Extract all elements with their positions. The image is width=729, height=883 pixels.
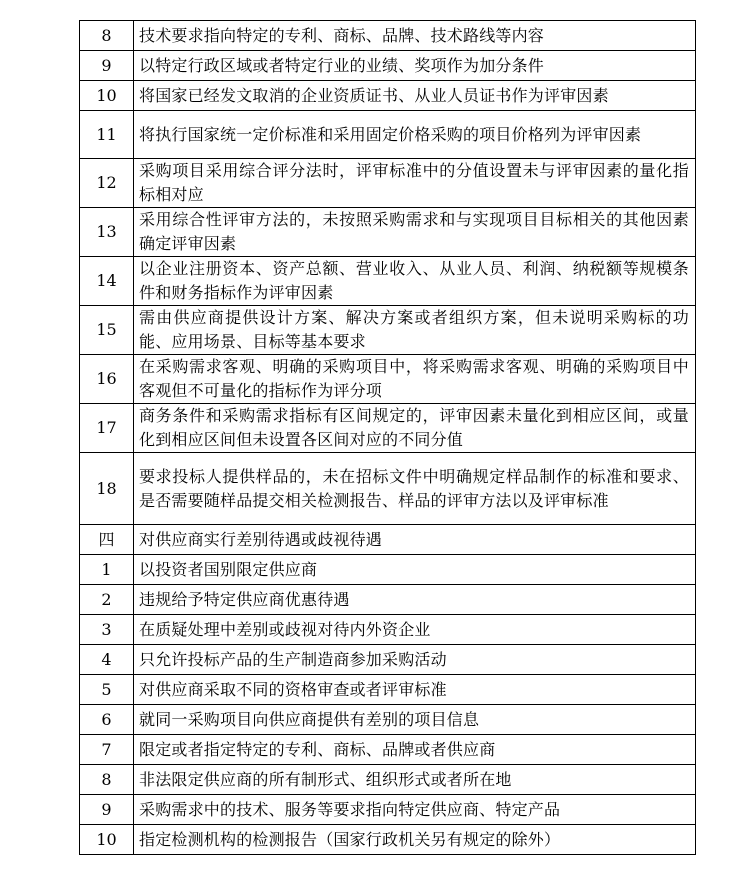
row-number: 8 — [80, 21, 134, 51]
row-number: 10 — [80, 81, 134, 111]
table-row — [80, 525, 696, 555]
row-number: 15 — [80, 306, 134, 355]
table-row — [80, 404, 696, 453]
row-description: 将国家已经发文取消的企业资质证书、从业人员证书作为评审因素 — [134, 81, 696, 111]
row-description: 以投资者国别限定供应商 — [134, 555, 696, 585]
row-description: 非法限定供应商的所有制形式、组织形式或者所在地 — [134, 765, 696, 795]
row-number: 6 — [80, 705, 134, 735]
row-number: 3 — [80, 615, 134, 645]
table-row — [80, 111, 696, 159]
row-description: 需由供应商提供设计方案、解决方案或者组织方案，但未说明采购标的功能、应用场景、目标等基本要求 — [134, 306, 696, 355]
row-number: 18 — [80, 453, 134, 525]
row-description: 在质疑处理中差别或歧视对待内外资企业 — [134, 615, 696, 645]
row-number: 13 — [80, 208, 134, 257]
table-body — [80, 21, 696, 855]
row-description: 就同一采购项目向供应商提供有差别的项目信息 — [134, 705, 696, 735]
row-description: 限定或者指定特定的专利、商标、品牌或者供应商 — [134, 735, 696, 765]
row-number: 16 — [80, 355, 134, 404]
row-description: 采购项目采用综合评分法时，评审标准中的分值设置未与评审因素的量化指标相对应 — [134, 159, 696, 208]
row-description: 将执行国家统一定价标准和采用固定价格采购的项目价格列为评审因素 — [134, 111, 696, 159]
row-description: 技术要求指向特定的专利、商标、品牌、技术路线等内容 — [134, 21, 696, 51]
table-row — [80, 615, 696, 645]
row-number: 8 — [80, 765, 134, 795]
row-description: 采用综合性评审方法的，未按照采购需求和与实现项目目标相关的其他因素确定评审因素 — [134, 208, 696, 257]
row-number: 11 — [80, 111, 134, 159]
row-description: 对供应商实行差别待遇或歧视待遇 — [134, 525, 696, 555]
table-row — [80, 51, 696, 81]
row-description: 以企业注册资本、资产总额、营业收入、从业人员、利润、纳税额等规模条件和财务指标作为评审因素 — [134, 257, 696, 306]
row-description: 商务条件和采购需求指标有区间规定的，评审因素未量化到相应区间，或量化到相应区间但未设置各区间对应的不同分值 — [134, 404, 696, 453]
table-row — [80, 81, 696, 111]
table-row — [80, 159, 696, 208]
row-number: 1 — [80, 555, 134, 585]
table-row — [80, 585, 696, 615]
row-number: 10 — [80, 825, 134, 855]
table-row — [80, 555, 696, 585]
table-row — [80, 765, 696, 795]
row-description: 要求投标人提供样品的，未在招标文件中明确规定样品制作的标准和要求、是否需要随样品提交相关检测报告、样品的评审方法以及评审标准 — [134, 453, 696, 525]
table-row — [80, 675, 696, 705]
row-description: 违规给予特定供应商优惠待遇 — [134, 585, 696, 615]
row-number: 2 — [80, 585, 134, 615]
row-number: 9 — [80, 51, 134, 81]
requirements-table — [79, 20, 696, 855]
table-row — [80, 208, 696, 257]
row-number: 14 — [80, 257, 134, 306]
row-description: 只允许投标产品的生产制造商参加采购活动 — [134, 645, 696, 675]
table-row — [80, 453, 696, 525]
table-row — [80, 21, 696, 51]
table-row — [80, 306, 696, 355]
row-description: 指定检测机构的检测报告（国家行政机关另有规定的除外） — [134, 825, 696, 855]
row-number: 5 — [80, 675, 134, 705]
table-row — [80, 257, 696, 306]
table-row — [80, 825, 696, 855]
row-description: 以特定行政区域或者特定行业的业绩、奖项作为加分条件 — [134, 51, 696, 81]
row-description: 对供应商采取不同的资格审查或者评审标准 — [134, 675, 696, 705]
row-number: 四 — [80, 525, 134, 555]
row-description: 采购需求中的技术、服务等要求指向特定供应商、特定产品 — [134, 795, 696, 825]
table-row — [80, 735, 696, 765]
row-number: 4 — [80, 645, 134, 675]
row-number: 12 — [80, 159, 134, 208]
row-number: 17 — [80, 404, 134, 453]
table-row — [80, 645, 696, 675]
table-row — [80, 355, 696, 404]
row-description: 在采购需求客观、明确的采购项目中，将采购需求客观、明确的采购项目中客观但不可量化的指标作为评分项 — [134, 355, 696, 404]
table-row — [80, 795, 696, 825]
row-number: 7 — [80, 735, 134, 765]
row-number: 9 — [80, 795, 134, 825]
table-row — [80, 705, 696, 735]
